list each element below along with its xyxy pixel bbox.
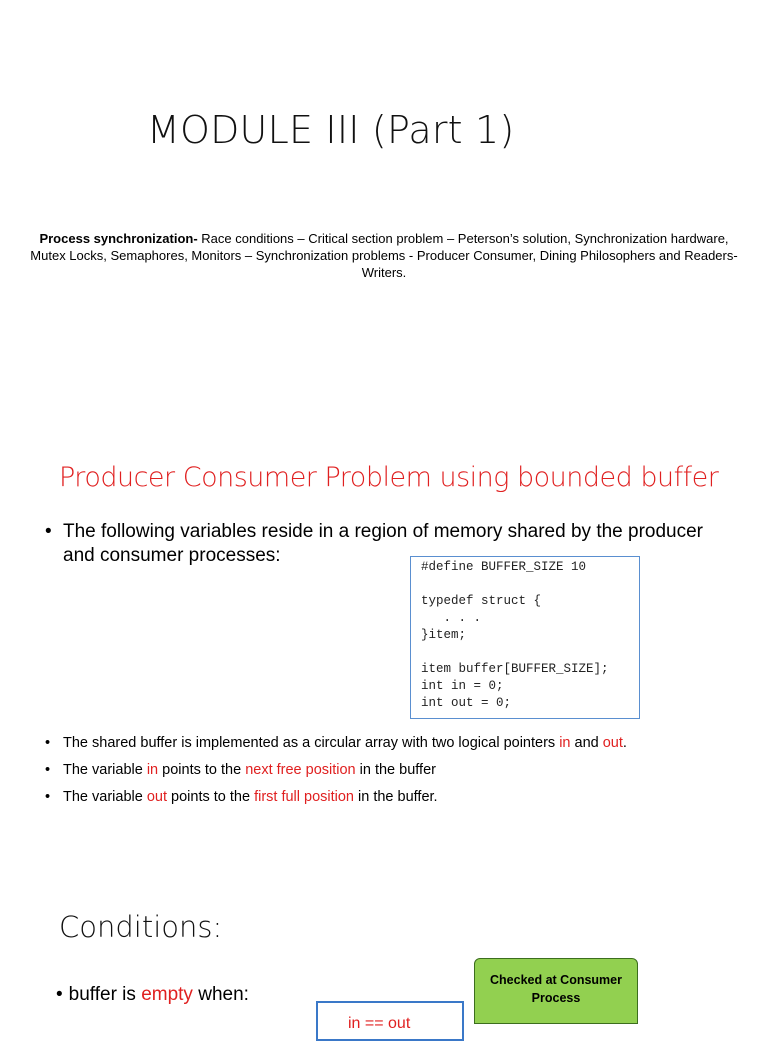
bullet-text: The variable — [63, 762, 147, 778]
next-free-position: next free position — [245, 762, 356, 778]
module-summary — [28, 230, 740, 281]
code-line: #define BUFFER_SIZE 10 — [421, 560, 587, 574]
module-title: MODULE III (Part 1) — [147, 108, 515, 152]
list-item — [45, 760, 745, 787]
bullet-dot-icon: • — [56, 984, 63, 1005]
summary-heading: Process synchronization- — [39, 231, 198, 246]
list-item — [45, 787, 745, 814]
bullet-dot-icon: • — [45, 521, 52, 542]
code-line — [421, 576, 639, 593]
code-line — [421, 644, 639, 661]
bullet-text: points to the — [167, 789, 255, 805]
summary-topics: Race conditions – Critical section problem – Peterson’s solution, Synchronization hardware, Mutex Locks, Semaphores, Monitors – Synchronization problems - Producer Consumer, Dining Philosophers and Readers-Writers. — [30, 231, 738, 280]
consumer-check-tag: Checked at Consumer Process — [474, 958, 638, 1024]
bullet-text: The shared buffer is implemented as a circular array with two logical pointers — [63, 735, 560, 751]
out-keyword: out — [602, 735, 623, 751]
code-line: int in = 0; — [421, 679, 504, 693]
bullet-text: and — [570, 735, 603, 751]
out-keyword: out — [146, 789, 167, 805]
bullet-text: . — [622, 735, 627, 751]
condition-box — [316, 1001, 464, 1041]
bullet-dot-icon: • — [45, 762, 51, 778]
producer-consumer-title: Producer Consumer Problem using bounded buffer — [59, 462, 719, 493]
condition-text: in == out — [348, 1015, 411, 1032]
in-keyword: in — [146, 762, 159, 778]
bullet-dot-icon: • — [45, 789, 51, 805]
bullet-text: when: — [192, 984, 249, 1005]
shared-variables-text: The following variables reside in a region of memory shared by the producer and consumer processes: — [63, 521, 703, 566]
code-line: }item; — [421, 628, 467, 642]
conditions-title: Conditions: — [59, 910, 223, 944]
buffer-empty-bullet — [56, 983, 249, 1007]
in-keyword: in — [559, 735, 571, 751]
list-item — [45, 733, 745, 760]
code-snippet-box — [410, 556, 640, 719]
bullet-text: in the buffer. — [354, 789, 438, 805]
bullet-text: The variable — [63, 789, 147, 805]
bullet-text: points to the — [158, 762, 246, 778]
code-line: item buffer[BUFFER_SIZE]; — [421, 662, 609, 676]
bullet-dot-icon: • — [45, 735, 51, 751]
bullet-text: buffer is — [68, 984, 142, 1005]
code-line: typedef struct { — [421, 594, 542, 608]
first-full-position: first full position — [254, 789, 354, 805]
empty-keyword: empty — [141, 984, 193, 1005]
buffer-bullets — [45, 733, 745, 814]
bullet-text: in the buffer — [355, 762, 436, 778]
code-line: int out = 0; — [421, 696, 512, 710]
code-line: . . . — [421, 611, 482, 625]
